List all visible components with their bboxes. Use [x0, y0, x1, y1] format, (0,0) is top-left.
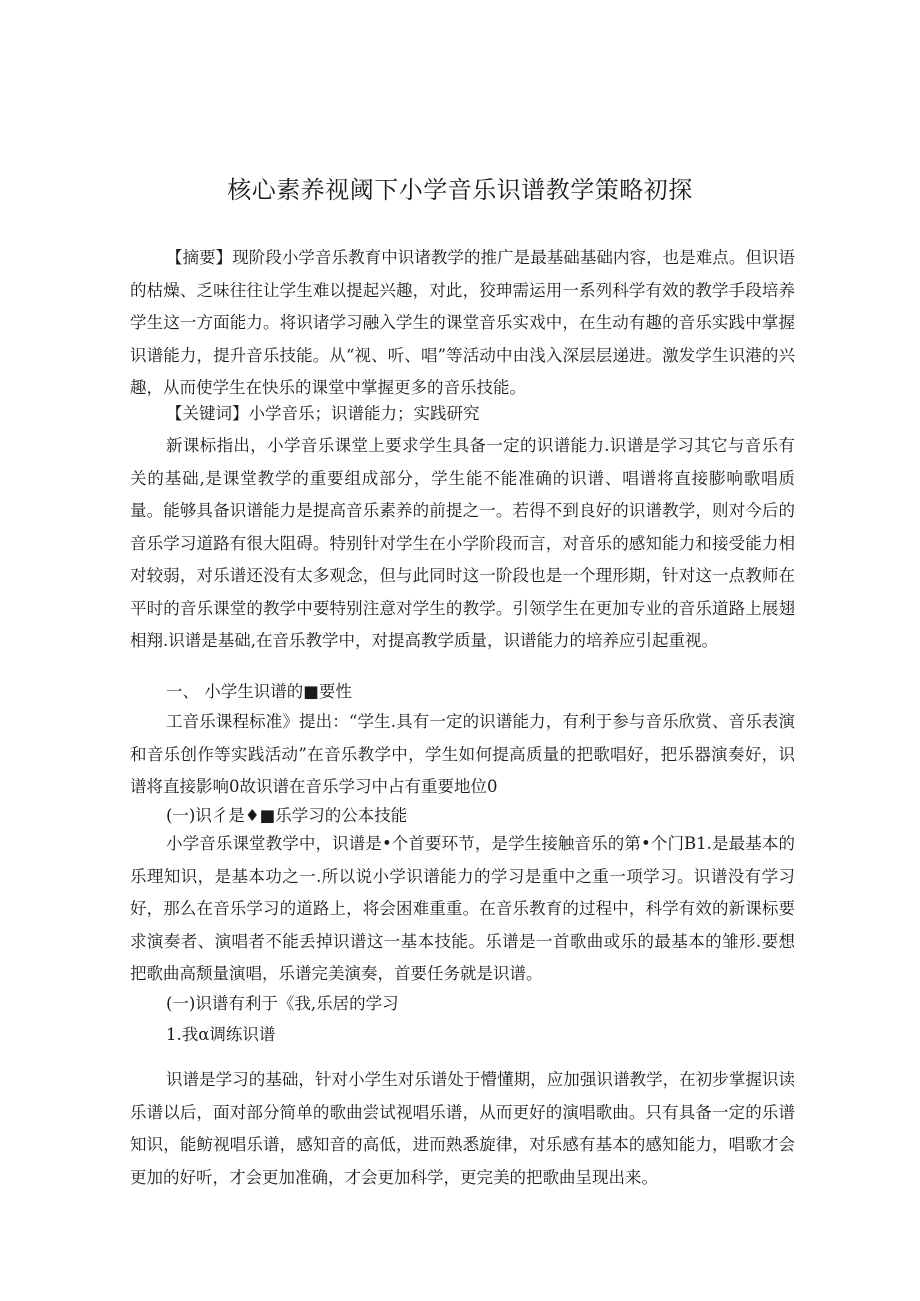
- subsection-1-paragraph: 小学音乐课堂教学中，识谱是•个首要环节，是学生接触音乐的第•个门B1.是最基本的乐理知识，是基本功之一.所以说小学识谱能力的学习是重中之重一项学习。识谱没有学习好，那么在音乐学习的道路上，将会困难重重。在音乐教育的过程中，科学有效的新课标要求演奏者、演唱者不能丢掉识谱这一基本技能。乐谱是一首歌曲或乐的最基本的雏形.要想把歌曲高颓量演唱，乐谱完美演奏，首要任务就是识谱。: [130, 834, 795, 983]
- subsection-heading-2: (一)识谱有利于《我,乐居的学习: [166, 994, 399, 1013]
- intro-paragraph: 新课标指出，小学音乐课堂上要求学生具备一定的识谱能力.识谱是学习其它与音乐有关的基础,是课堂教学的重要组成部分，学生能不能准确的识谱、唱谱将直接膨响歌唱质量。能够具备识谱能力是提高音乐素养的前提之一。若得不到良好的识谱教学，则对今后的音乐学习道路有很大阻碍。特别针对学生在小学阶段而言，对音乐的感知能力和接受能力相对较弱，对乐谱还没有太多观念，但与此同时这一阶段也是一个理形期，针对这一点教师在平时的音乐课堂的教学中要特别注意对学生的教学。引领学生在更加专业的音乐道路上展翅相翔.识谱是基础,在音乐教学中，对提高教学质量，识谱能力的培养应引起重视。: [130, 436, 795, 650]
- section-heading-1: 一、 小学生识谱的■要性: [166, 682, 352, 701]
- subsection-heading-1: (一)识彳是♦■乐学习的公本技能: [166, 806, 408, 825]
- item-1-paragraph: 识谱是学习的基础，针对小学生对乐谱处于懵懂期，应加强识谱教学，在初步掌握识读乐谱以后，面对部分简单的歌曲尝试视唱乐谱，从而更好的演唱歌曲。只有具备一定的乐谱知识，能鲂视唱乐谱，感知音的高低，进而熟悉旋律，对乐感有基本的感知能力，唱歌才会更加的好听，才会更加准确，才会更加科学，更完美的把歌曲呈现出来。: [130, 1070, 795, 1187]
- item-heading-1: 1.我α调练识谱: [166, 1025, 276, 1044]
- keywords-line: 【关键词】小学音乐；识谱能力；实践研究: [166, 404, 480, 423]
- section-1-paragraph: 工音乐课程标准》提出：“学生.具有一定的识谱能力，有利于参与音乐欣赏、音乐表演和音乐创作等实践活动”在音乐教学中，学生如何提高质量的把歌唱好，把乐器演奏好，识谱将直接影响0故识谱在音乐学习中占有重要地位0: [130, 712, 795, 796]
- document-title: 核心素养视阈下小学音乐识谱教学策略初探: [227, 176, 693, 204]
- abstract-paragraph: 【摘要】现阶段小学音乐教育中识诸教学的推广是最基础基础内容，也是难点。但识语的枯燥、乏味往往让学生难以提起兴趣，对此，狡珅需运用一系列科学有效的教学手段培养学生这一方面能力。将识诸学习融入学生的课堂音乐实戏中，在生动有趣的音乐实践中掌握识谱能力，提升音乐技能。从“视、听、唱”等活动中由浅入深层层递进。激发学生识港的兴趣，从而使学生在快乐的课堂中掌握更多的音乐技能。: [130, 248, 795, 397]
